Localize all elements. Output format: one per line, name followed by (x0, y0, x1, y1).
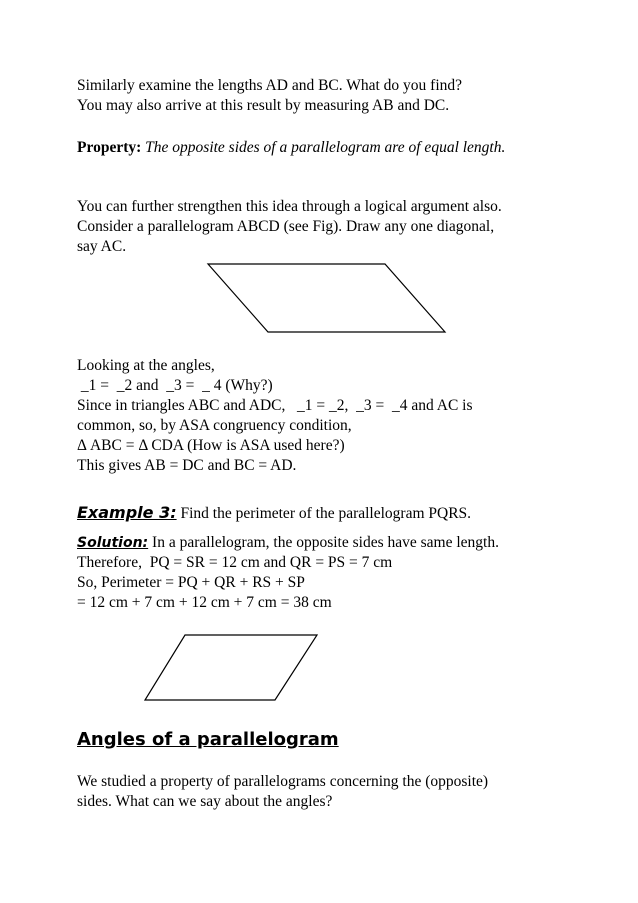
parallelogram-pqrs-figure (145, 635, 317, 700)
angles-line: This gives AB = DC and BC = AD. (77, 457, 297, 474)
parallelogram-abcd-figure (208, 264, 445, 332)
section-heading: Angles of a parallelogram (77, 729, 339, 750)
solution-label: Solution: (77, 535, 149, 551)
paragraph-line: say AC. (77, 238, 127, 255)
angles-line: _1 = _2 and _3 = _ 4 (Why?) (77, 377, 273, 394)
paragraph-line: Similarly examine the lengths AD and BC. What do you find? (77, 77, 463, 94)
paragraph-line: Consider a parallelogram ABCD (see Fig). Draw any one diagonal, (77, 218, 495, 235)
paragraph-line: You can further strengthen this idea through a logical argument also. (77, 198, 502, 215)
property-label: Property: (77, 139, 142, 156)
angles-line: common, so, by ASA congruency condition, (77, 417, 352, 434)
angles-line: Looking at the angles, (77, 357, 215, 374)
example-text: Find the perimeter of the parallelogram PQRS. (180, 505, 472, 522)
solution-text: In a parallelogram, the opposite sides have same length. (152, 534, 499, 551)
solution-line: Therefore, PQ = SR = 12 cm and QR = PS = 7 cm (77, 554, 393, 571)
solution-line: So, Perimeter = PQ + QR + RS + SP (77, 574, 305, 591)
section-line: sides. What can we say about the angles? (77, 793, 333, 810)
solution-line: = 12 cm + 7 cm + 12 cm + 7 cm = 38 cm (77, 594, 332, 611)
paragraph-line: You may also arrive at this result by measuring AB and DC. (77, 97, 450, 114)
property-text: The opposite sides of a parallelogram are of equal length. (145, 139, 506, 156)
section-line: We studied a property of parallelograms concerning the (opposite) (77, 773, 489, 790)
angles-line: Δ ABC = Δ CDA (How is ASA used here?) (77, 437, 345, 454)
example-label: Example 3: (77, 503, 177, 522)
angles-line: Since in triangles ABC and ADC, _1 = _2, _3 = _4 and AC is (77, 397, 473, 414)
